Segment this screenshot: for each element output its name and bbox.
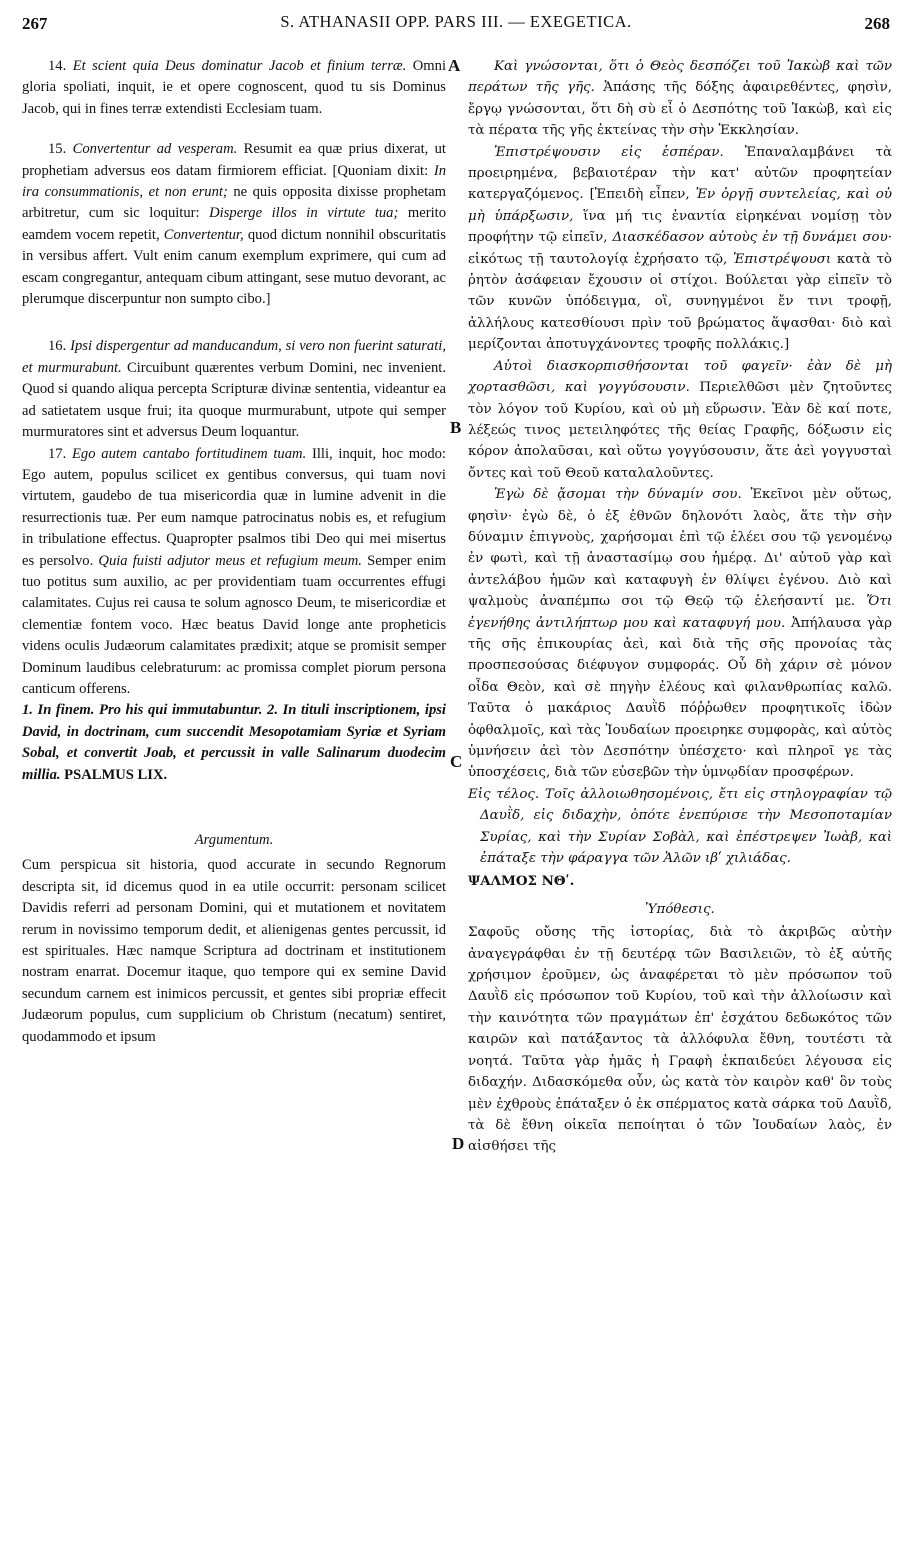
latin-argument-heading: Argumentum. [194,832,274,848]
verse-commentary: Omni gloria spoliati, inquit, ie et opere cognoscent, quod tu sis Dominus Jacob, qui in fines terræ extendisti Ecclesiam tuam. [22,58,446,117]
verse-commentary: Illi, inquit, hoc modo: Ego autem, populus scilicet ex gentibus conversus, qui tuam novi virtutem, gaudebo de tua misericordia quæ in lumine advenit in die resurrectionis tuæ. Per eum namque patrocinatus nobis es, et refugium in tribulatione effectus. Quapropter psalmos tibi Deo qui mei misertus es persolvo. [22,445,446,569]
latin-verse-15 [22,139,446,310]
verse-lemma: Ipsi dispergentur ad manducandum, si vero non fuerint saturati, et murmurabunt. [22,338,446,376]
verse-number: 15. [48,141,67,158]
latin-verse-14 [22,56,446,120]
scripture-quote: Disperge illos in virtute tua; [209,205,399,222]
verse-lemma: Ego autem cantabo fortitudinem tuam. [72,445,307,462]
latin-verse-17 [22,444,446,701]
scripture-quote: Διασκέδασον αὐτοὺς ἐν τῇ δυνάμει σου· [612,230,892,246]
latin-psalm-title: 1. In finem. Pro his qui immutabuntur. 2. In tituli inscriptionem, ipsi David, in doctrinam, cum succendit Mesopotamiam Syriæ et Syriam Sobal, et convertit Joab, et percussit in valle Salinarum duodecim millia. PSALMUS LIX. [22,702,446,783]
verse-commentary: Semper enim tuo potitus sum auxilio, ac per providentiam tuam occurrentes effugi calamitates. Cujus rei causa te solum agnosco Deum, te misericordiæ et clementiæ fontem voco. Hæc beatus David longe ante propheticis videns oculis Judæorum calamitates prædixit; atque se promisit semper Dominum laudibus celebraturum: ac promissa complet piorum persona canticum offerens. [22,552,446,697]
verse-commentary: quod dictum nonnihil obscuritatis in versibus affert. Vult enim canum exemplum exprimere, qui cum ad escam congregantur, antequam cibum attingant, sese mutuo devorant, ac plerumque discerpuntur non sumpto cibo.] [22,226,446,308]
scripture-quote: Convertentur, [163,226,244,243]
page-number-left: 267 [22,14,48,33]
latin-verse-16 [22,336,446,443]
verse-commentary: ἵνα μή τις ἐναντία εἰρηκέναι νομίσῃ τὸν προφήτην τῷ εἰπεῖν, [468,208,892,246]
verse-lemma: Et scient quia Deus dominatur Jacob et finium terræ. [72,58,407,74]
verse-commentary: Resumit ea quæ prius dixerat, ut prophetiam adversus eos datam firmiorem efficiat. [Quoniam dixit: [22,141,446,179]
running-title: S. ATHANASII OPP. PARS III. — EXEGETICA. [280,12,632,31]
verse-commentary: κατὰ τὸ ῥητὸν ἀσάφειαν ἔχουσιν οἱ στίχοι. Βούλεται γὰρ εἰπεῖν τὸ τῶν κυνῶν ὑπόδειγμα, οἳ, συνηγμένοι ἔν τινι τροφῇ, ἀλλήλους κατεσθίουσι πρὶν τοῦ βρώματος ἅψασθαι· διὸ καὶ μερίζονται ἀποτυγχάνοντες τροφῆς πολλάκις.] [468,251,892,353]
verse-commentary: Περιελθῶσι μὲν ζητοῦντες τὸν λόγον τοῦ Κυρίου, καὶ οὐ μὴ εὕρωσιν. Ἐὰν δὲ καί ποτε, λέξεώς τινος μετειληφότες τῆς θείας Γραφῆς, δόξωσιν εἰς κόρον ἀπολαῦσαι, καὶ οὕτω γογγύσουσιν, ἅτε ἀεὶ γογγυσταὶ ὄντες καὶ τοῦ Θεοῦ καταλαλοῦντες. [468,380,892,481]
verse-number: 16. [48,338,67,355]
margin-marker-b: B [450,418,462,437]
greek-verse-16 [468,356,892,484]
greek-column [468,56,892,1158]
greek-psalm-title: Εἰς τέλος. Τοῖς ἀλλοιωθησομένοις, ἔτι εἰς στηλογραφίαν τῷ Δαυῒδ, εἰς διδαχὴν, ὁπότε ἐνεπύρισε τὴν Μεσοποταμίαν Συρίας, καὶ τὴν Συρίαν Σοβὰλ, καὶ ἐπέστρεψεν Ἰωὰβ, καὶ ἐπάταξε τὴν φάραγγα τῶν Ἁλῶν ιβʹ χιλιάδας. [468,786,892,867]
verse-commentary: Ἀπήλαυσα γὰρ τῆς σῆς ἐπικουρίας ἀεὶ, καὶ διὰ τῆς σῆς προνοίας τὰς προσπεσούσας διέφυγον συμφοράς. Οὗ δὴ χάριν σὲ μόνον οἶδα Θεὸν, καὶ σὲ πηγὴν ἐλέους καὶ φιλανθρωπίας καλῶ. Ταῦτα ὁ μακάριος Δαυῒδ πόῤῥωθεν προφητικοῖς ἰδὼν ὀφθαλμοῖς, καὶ τὰς Ἰουδαίων προειρηκε συμφορὰς, καὶ αὐτὸς ὑμνήσειν ἀεὶ τὸν Δεσπότην ὑπέσχετο· καὶ πληροῖ γε τὰς ὑποσχέσεις, διὰ τῶν εὐσεβῶν τὴν ὑμνῳδίαν προσφέρων. [468,615,892,781]
greek-psalm-label: ΨΑΛΜΟΣ ΝΘʹ. [468,873,575,890]
greek-verse-14 [468,56,892,142]
greek-verse-15 [468,142,892,356]
greek-argument-text: Σαφοῦς οὔσης τῆς ἱστορίας, διὰ τὸ ἀκριβῶς αὐτὴν ἀναγεγράφθαι ἐν τῇ δευτέρᾳ τῶν Βασιλειῶν, τὸ ἐξ αὐτῆς χρήσιμον ἐροῦμεν, ὡς ἀναφέρεται τὸ μὲν πρόσωπον τοῦ Δαυῒδ εἰς πρόσωπον τοῦ Κυρίου, τοῦ καὶ τὴν ἀλλοίωσιν καὶ τὴν καινότητα τῶν πραγμάτων ἐπ' ἐσχάτου δεδωκότος τῶν καιρῶν καὶ πατάξαντος τὰ ἀλλόφυλα ἔθνη, τουτέστι τὰ νοητά. Ταῦτα γὰρ ἡμᾶς ἡ Γραφὴ ἐκπαιδεύει λέγουσα εἰς διδαχήν. Διδασκόμεθα οὖν, ὡς κατὰ τὸν καιρὸν καθ' ὃν τοὺς μὲν ἐχθροὺς ἐπάταξεν ὁ ἐκ σπέρματος κατὰ σάρκα τοῦ Δαυῒδ, τὰ δὲ ἔθνη οἰκεῖα πεποίηται ὁ τῶν Ἰουδαίων λαὸς, ἐν αἰσθήσει τῆς [468,925,892,1155]
margin-marker-a: A [448,56,461,75]
scripture-quote: Ἐπιστρέψουσι [732,251,832,267]
verse-number: 17. [48,445,67,462]
greek-argument-heading: Ὑπόθεσις. [645,901,715,917]
verse-lemma: Ἐγὼ δὲ ᾄσομαι τὴν δύναμίν σου. [494,487,742,503]
verse-number: 14. [48,58,67,74]
verse-commentary: Circuibunt quærentes verbum Domini, nec invenient. Quod si quando aliqua percepta Scripturæ divinæ sententia, videantur ea ad satietatem usque frui; ita quoque murmurabunt, utpote qui semper murmuratores sint et adversus Deum loquantur. [22,359,446,441]
verse-commentary: Ἐκεῖνοι μὲν οὕτως, φησὶν· ἐγὼ δὲ, ὁ ἐξ ἐθνῶν δηλονότι λαὸς, ἅτε τὴν σὴν δύναμιν ἐπιγνοὺς, χαρήσομαι ἐπὶ τῷ ἐλέει σου τῷ γενομένῳ ἐν φωτὶ, καὶ τῇ ἀναστασίμῳ σου ἡμέρᾳ. Δι' αὐτοῦ γὰρ καὶ ἀντελάβου ἡμῶν καὶ καταφυγὴ ἐν θλίψει ἐγένου. Διὸ καὶ ψαλμοὺς ἀναπέμπω σοι τῷ Θεῷ τῷ ἐλεήσαντί με. [468,487,893,610]
scripture-quote: In ira consummationis, et non erunt; [22,162,446,201]
latin-column [22,56,446,1048]
verse-lemma: Αὐτοὶ διασκορπισθήσονται τοῦ φαγεῖν· ἐὰν δὲ μὴ χορτασθῶσι, καὶ γογγύσουσιν. [468,358,892,396]
scripture-quote: Ἐν ὀργῇ συντελείας, καὶ οὐ μὴ ὑπάρξωσιν, [468,187,893,224]
verse-commentary: Ἐπαναλαμβάνει τὰ προειρημένα, βεβαιοτέραν τὴν κατ' αὐτῶν προφητείαν κατεργαζόμενος. [Ἐπειδὴ εἶπεν, [468,144,892,203]
latin-psalm-label: PSALMUS LIX. [64,766,168,783]
page-number-right: 268 [864,14,890,33]
page-header [22,8,890,32]
verse-lemma: Ἐπιστρέψουσιν εἰς ἑσπέραν. [494,144,724,160]
verse-commentary: Ἁπάσης τῆς δόξης ἀφαιρεθέντες, φησὶν, ἔργῳ γνώσονται, ὅτι δὴ σὺ εἶ ὁ Δεσπότης τοῦ Ἰακὼβ, καὶ εἰς τὰ πέρατα τῆς γῆς ἐκτείνας τὴν σὴν Ἐκκλησίαν. [468,80,892,139]
margin-marker-d: D [452,1134,465,1153]
greek-verse-17 [468,484,892,784]
verse-commentary: εἰκότως τῇ ταυτολογίᾳ ἐχρήσατο τῷ, [468,251,728,267]
margin-marker-c: C [450,752,463,771]
verse-commentary: ne quis opposita dixisse prophetam arbitretur, cum sic loquitur: [22,184,446,222]
latin-argument-text: Cum perspicua sit historia, quod accurate in secundo Regnorum descripta sit, id dicemus quod in ea utile occurrit: personam scilicet Davidis referri ad personam Domini, qui et mutationem et novitatem rerum in novissimo temporum dedit, et alienigenas gentes percussit, id est spirituales. Hæc namque Scriptura ad doctrinam et institutionem nostram enarrat. Docemur itaque, quo tempore qui ex semine David secundum carnem est inimicos percussit, et gentes sibi propriæ effecit Judæorum populus, cum supplicium ob Christum (necatum) sentiret, quodammodo et ipsum [22,857,446,1045]
scripture-quote: Quia fuisti adjutor meus et refugium meum. [98,552,362,569]
verse-lemma: Convertentur ad vesperam. [72,141,238,158]
verse-lemma: Καὶ γνώσονται, ὅτι ὁ Θεὸς δεσπόζει τοῦ Ἰακὼβ καὶ τῶν περάτων τῆς γῆς. [468,59,892,96]
verse-commentary: merito eamdem vocem repetit, [22,205,446,243]
scripture-quote: Ὅτι ἐγενήθης ἀντιλήπτωρ μου καὶ καταφυγή μου. [468,594,892,631]
